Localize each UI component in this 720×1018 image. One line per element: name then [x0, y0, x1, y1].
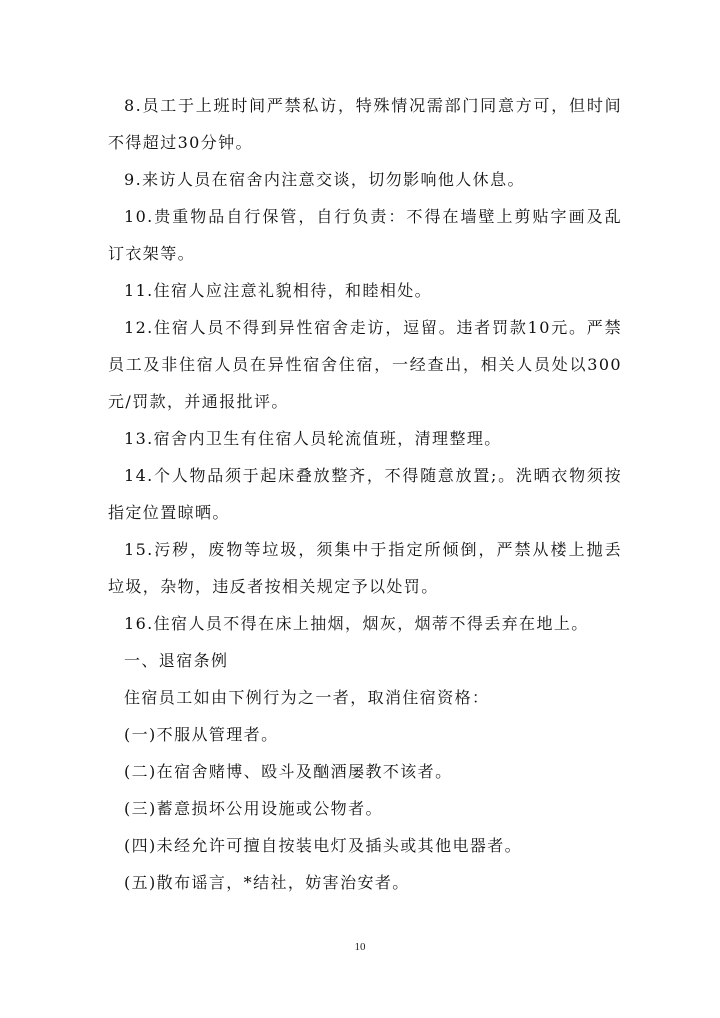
page-number: 10 — [354, 941, 366, 953]
list-item-5: (五)散布谣言，*结社，妨害治安者。 — [124, 873, 410, 892]
paragraph-rule-10: 10.贵重物品自行保管，自行负责：不得在墙壁上剪贴字画及乱订衣架等。 — [108, 207, 622, 263]
paragraph-rule-12: 12.住宿人员不得到异性宿舍走访，逗留。违者罚款10元。严禁员工及非住宿人员在异性宿舍住宿，一经查出，相关人员处以300元/罚款，并通报批评。 — [108, 318, 622, 411]
paragraph-checkout-intro: 住宿员工如由下例行为之一者，取消住宿资格： — [124, 688, 490, 707]
paragraph-rule-11: 11.住宿人应注意礼貌相待，和睦相处。 — [124, 281, 433, 300]
paragraph-rule-16: 16.住宿人员不得在床上抽烟，烟灰，烟蒂不得丢弃在地上。 — [124, 614, 589, 633]
paragraph-rule-14: 14.个人物品须于起床叠放整齐，不得随意放置;。洗晒衣物须按指定位置晾晒。 — [108, 466, 622, 522]
document-body — [108, 87, 622, 901]
section-heading-checkout: 一、退宿条例 — [124, 651, 229, 670]
paragraph-rule-8: 8.员工于上班时间严禁私访，特殊情况需部门同意方可，但时间不得超过30分钟。 — [108, 96, 622, 152]
paragraph-rule-13: 13.宿舍内卫生有住宿人员轮流值班，清理整理。 — [124, 429, 502, 448]
paragraph-rule-15: 15.污秽，废物等垃圾，须集中于指定所倾倒，严禁从楼上抛丢垃圾，杂物，违反者按相关规定予以处罚。 — [108, 540, 622, 596]
list-item-1: (一)不服从管理者。 — [124, 725, 279, 744]
list-item-2: (二)在宿舍赌博、殴斗及酗酒屡教不该者。 — [124, 762, 453, 781]
paragraph-rule-9: 9.来访人员在宿舍内注意交谈，切勿影响他人休息。 — [124, 170, 525, 189]
list-item-3: (三)蓄意损坏公用设施或公物者。 — [124, 799, 383, 818]
list-item-4: (四)未经允许可擅自按装电灯及插头或其他电器者。 — [124, 836, 523, 855]
